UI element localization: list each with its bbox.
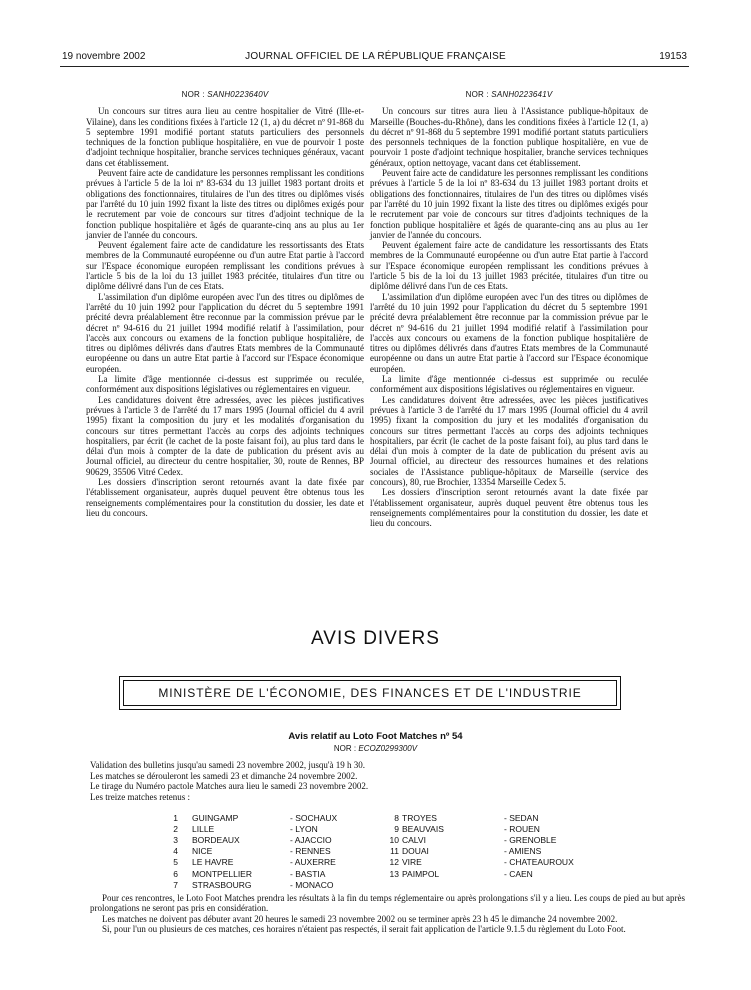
home-team: NICE <box>192 846 213 857</box>
match-number: 10 <box>389 835 399 846</box>
away-team: - ROUEN <box>504 824 540 835</box>
match-row <box>0 880 751 890</box>
intro-line: Le tirage du Numéro pactole Matches aura lieu le samedi 23 novembre 2002. <box>90 781 369 791</box>
ministry-frame <box>119 676 621 710</box>
home-team: PAIMPOL <box>402 868 440 879</box>
home-team: DOUAI <box>402 846 429 857</box>
matches-table <box>0 813 751 893</box>
home-team: MONTPELLIER <box>192 868 252 879</box>
paragraph: Un concours sur titres aura lieu au centre hospitalier de Vitré (Ille-et-Vilaine), dans les conditions fixées à l'article 12 (1, a) du décret nº 91-868 du 5 septembre 1991 modifié portant statuts particuliers des personnels techniques de la fonction publique hospitalière, en vue de pourvoir 1 poste d'adjoint technique hospitalier, branche services techniques généraux, vacant dans cet établissement. <box>86 106 364 168</box>
home-team: VIRE <box>402 857 422 868</box>
left-column-notice <box>86 90 364 518</box>
match-number: 5 <box>173 857 178 868</box>
match-row <box>0 824 751 834</box>
header-date: 19 novembre 2002 <box>62 51 146 62</box>
section-title: AVIS DIVERS <box>311 628 440 649</box>
right-column-notice <box>370 90 648 528</box>
match-number: 3 <box>173 835 178 846</box>
paragraph: L'assimilation d'un diplôme européen avec l'un des titres ou diplômes de l'arrêté du 10 juin 1992 pour l'application du décret du 5 septembre 1991 précité devra préalablement être reconnue par la commission prévue par le décret nº 94-616 du 21 juillet 1994 modifié relatif à l'assimilation pour l'accès aux concours ou examens de la fonction publique hospitalière de titres ou diplômes délivrés dans d'autres Etats membres de la Communauté européenne ou dans un autre Etat partie à l'accord sur l'Espace économique européen. <box>370 291 648 374</box>
match-number: 12 <box>389 857 399 868</box>
home-team: BORDEAUX <box>192 835 240 846</box>
home-team: CALVI <box>402 835 426 846</box>
home-team: LE HAVRE <box>192 857 234 868</box>
nor-label: NOR : <box>181 90 205 99</box>
home-team: LILLE <box>192 824 215 835</box>
intro-line: Les matches se dérouleront les samedi 23 et dimanche 24 novembre 2002. <box>90 770 358 781</box>
match-number: 9 <box>394 824 399 835</box>
nor-code: SANH0223641V <box>491 90 553 99</box>
home-team: STRASBOURG <box>192 879 252 890</box>
header-rule <box>60 66 689 67</box>
home-team: GUINGAMP <box>192 813 239 823</box>
away-team: - AJACCIO <box>290 835 332 846</box>
match-number: 13 <box>389 868 399 879</box>
away-team: - SOCHAUX <box>290 813 338 823</box>
paragraph: Peuvent également faire acte de candidature les ressortissants des Etats membres de la Communauté européenne ou d'un autre Etat partie à l'accord sur l'Espace économique européen remplissant les conditions prévues à l'article 5 bis de la loi du 13 juillet 1983 précitée, titulaires d'un titre ou diplôme délivré dans l'un de ces Etats. <box>86 240 364 292</box>
away-team: - CHATEAUROUX <box>504 857 574 868</box>
nor-code: ECOZ0299300V <box>358 744 418 753</box>
page-number: 19153 <box>659 51 687 62</box>
journal-title: JOURNAL OFFICIEL DE LA RÉPUBLIQUE FRANÇAISE <box>245 51 506 62</box>
nor-label: NOR : <box>333 744 357 753</box>
outro-paragraph: Les matches ne doivent pas débuter avant 20 heures le samedi 23 novembre 2002 ou se terminer après 23 h 45 le dimanche 24 novembre 2002. <box>102 913 618 924</box>
match-row <box>0 835 751 845</box>
match-number: 2 <box>173 824 178 835</box>
notice-title: Avis relatif au Loto Foot Matches nº 54 <box>288 731 463 742</box>
nor-reference <box>86 90 364 100</box>
match-row <box>0 857 751 867</box>
paragraph: Les dossiers d'inscription seront retournés avant la date fixée par l'établissement organisateur, auprès duquel peuvent être obtenus tous les renseignements complémentaires pour la constitution du dossier, les date et lieu du concours. <box>370 487 648 529</box>
match-row <box>0 813 751 823</box>
away-team: - SEDAN <box>504 813 539 823</box>
paragraph: Peuvent également faire acte de candidature les ressortissants des Etats membres de la Communauté européenne ou d'un autre Etat partie à l'accord sur l'Espace économique européen remplissant les conditions prévues à l'article 5 bis de la loi du 13 juillet 1983 précitée, titulaires d'un titre ou diplôme délivré dans l'un de ces Etats. <box>370 240 648 292</box>
away-team: - AUXERRE <box>290 857 336 868</box>
away-team: - GRENOBLE <box>504 835 557 846</box>
away-team: - RENNES <box>290 846 331 857</box>
outro-paragraph: Pour ces rencontres, le Loto Foot Matches prendra les résultats à la fin du temps réglementaire ou après prolongations s'il y a lieu. Les coups de pied au but après prolongations ne seront pas pris en considération. <box>90 893 685 914</box>
notice-outro <box>90 893 685 935</box>
match-number: 11 <box>390 846 399 857</box>
paragraph: La limite d'âge mentionnée ci-dessus est supprimée ou reculée conformément aux dispositions législatives ou réglementaires en vigueur. <box>370 374 648 395</box>
ministry-heading: MINISTÈRE DE L'ÉCONOMIE, DES FINANCES ET DE L'INDUSTRIE <box>123 680 617 706</box>
paragraph: Les candidatures doivent être adressées, avec les pièces justificatives prévues à l'article 3 de l'arrêté du 17 mars 1995 (Journal officiel du 4 avril 1995) fixant la composition du jury et les modalités d'organisation du concours sur titres permettant l'accès au corps des adjoints techniques hospitaliers, par écrit (le cachet de la poste faisant foi), au plus tard dans le délai d'un mois à compter de la date de publication du présent avis au Journal officiel, au directeur des ressources humaines et des relations sociales de l'Assistance publique-hôpitaux de Marseille (service des concours), 80, rue Brochier, 13354 Marseille Cedex 5. <box>370 394 648 487</box>
nor-code: SANH0223640V <box>207 90 269 99</box>
nor-reference <box>370 90 648 100</box>
match-number: 1 <box>173 813 178 823</box>
home-team: BEAUVAIS <box>402 824 444 835</box>
away-team: - BASTIA <box>290 868 326 879</box>
paragraph: Un concours sur titres aura lieu à l'Assistance publique-hôpitaux de Marseille (Bouches-du-Rhône), dans les conditions fixées à l'article 12 (1, a) du décret nº 91-868 du 5 septembre 1991 modifié portant statuts particuliers des personnels techniques de la fonction publique hospitalière, en vue de pourvoir 1 poste d'adjoint technique hospitalier, branche services techniques généraux, option nettoyage, vacant dans cet établissement. <box>370 106 648 168</box>
away-team: - CAEN <box>504 868 533 879</box>
away-team: - AMIENS <box>504 846 542 857</box>
match-number: 7 <box>173 879 178 890</box>
notice-intro <box>90 760 690 802</box>
away-team: - LYON <box>290 824 318 835</box>
intro-line: Validation des bulletins jusqu'au samedi 23 novembre 2002, jusqu'à 19 h 30. <box>90 760 365 770</box>
paragraph: La limite d'âge mentionnée ci-dessus est supprimée ou reculée, conformément aux dispositions législatives ou réglementaires en vigueur. <box>86 374 364 395</box>
match-row <box>0 846 751 856</box>
match-number: 6 <box>173 868 178 879</box>
paragraph: Peuvent faire acte de candidature les personnes remplissant les conditions prévues à l'article 5 de la loi nº 83-634 du 13 juillet 1983 portant droits et obligations des fonctionnaires, titulaires de l'un des titres ou diplômes visés par l'arrêté du 10 juin 1992 fixant la liste des titres ou diplômes exigés pour le recrutement par voie de concours sur titres d'adjoint technique de la fonction publique hospitalière et âgés de quarante-cinq ans au plus au 1er janvier de l'année du concours. <box>86 168 364 240</box>
intro-line: Les treize matches retenus : <box>90 791 190 802</box>
nor-label: NOR : <box>465 90 489 99</box>
home-team: TROYES <box>402 813 437 823</box>
match-number: 4 <box>173 846 178 857</box>
outro-paragraph: Si, pour l'un ou plusieurs de ces matches, ces horaires n'étaient pas respectés, il serait fait application de l'article 9.1.5 du règlement du Loto Foot. <box>102 924 626 935</box>
away-team: - MONACO <box>290 879 334 890</box>
paragraph: Les dossiers d'inscription seront retournés avant la date fixée par l'établissement organisateur, auprès duquel peuvent être obtenus tous les renseignements complémentaires pour la constitution du dossier, les date et lieu du concours. <box>86 476 364 518</box>
paragraph: L'assimilation d'un diplôme européen avec l'un des titres ou diplômes de l'arrêté du 10 juin 1992 pour l'application du décret du 5 septembre 1991 précité devra préalablement être reconnue par la commission prévue par le décret nº 94-616 du 21 juillet 1994 modifié relatif à l'assimilation, pour l'accès aux concours ou examens de la fonction publique hospitalière, de titres ou diplômes délivrés dans d'autres Etats membres de la Communauté européenne ou dans un autre Etat partie à l'accord sur l'Espace économique européen. <box>86 291 364 374</box>
match-number: 8 <box>394 813 399 823</box>
match-row <box>0 869 751 879</box>
paragraph: Peuvent faire acte de candidature les personnes remplissant les conditions prévues à l'article 5 de la loi nº 83-634 du 13 juillet 1983 portant droits et obligations des fonctionnaires, titulaires de l'un des titres ou diplômes visés par l'arrêté du 10 juin 1992 fixant la liste des titres ou diplômes exigés pour le recrutement par voie de concours sur titres d'adjoints techniques de la fonction publique hospitalière et âgés de quarante-cinq ans au plus au 1er janvier de l'année du concours. <box>370 168 648 240</box>
paragraph: Les candidatures doivent être adressées, avec les pièces justificatives prévues à l'article 3 de l'arrêté du 17 mars 1995 (Journal officiel du 4 avril 1995) fixant la composition du jury et les modalités d'organisation du concours sur titres permettant l'accès au corps des adjoints techniques hospitaliers, par écrit (le cachet de la poste faisant foi), au plus tard dans le délai d'un mois à compter de la date de publication du présent avis au Journal officiel, au directeur du centre hospitalier, 30, route de Rennes, BP 90629, 35506 Vitré Cedex. <box>86 394 364 477</box>
notice-nor-reference <box>0 744 751 753</box>
